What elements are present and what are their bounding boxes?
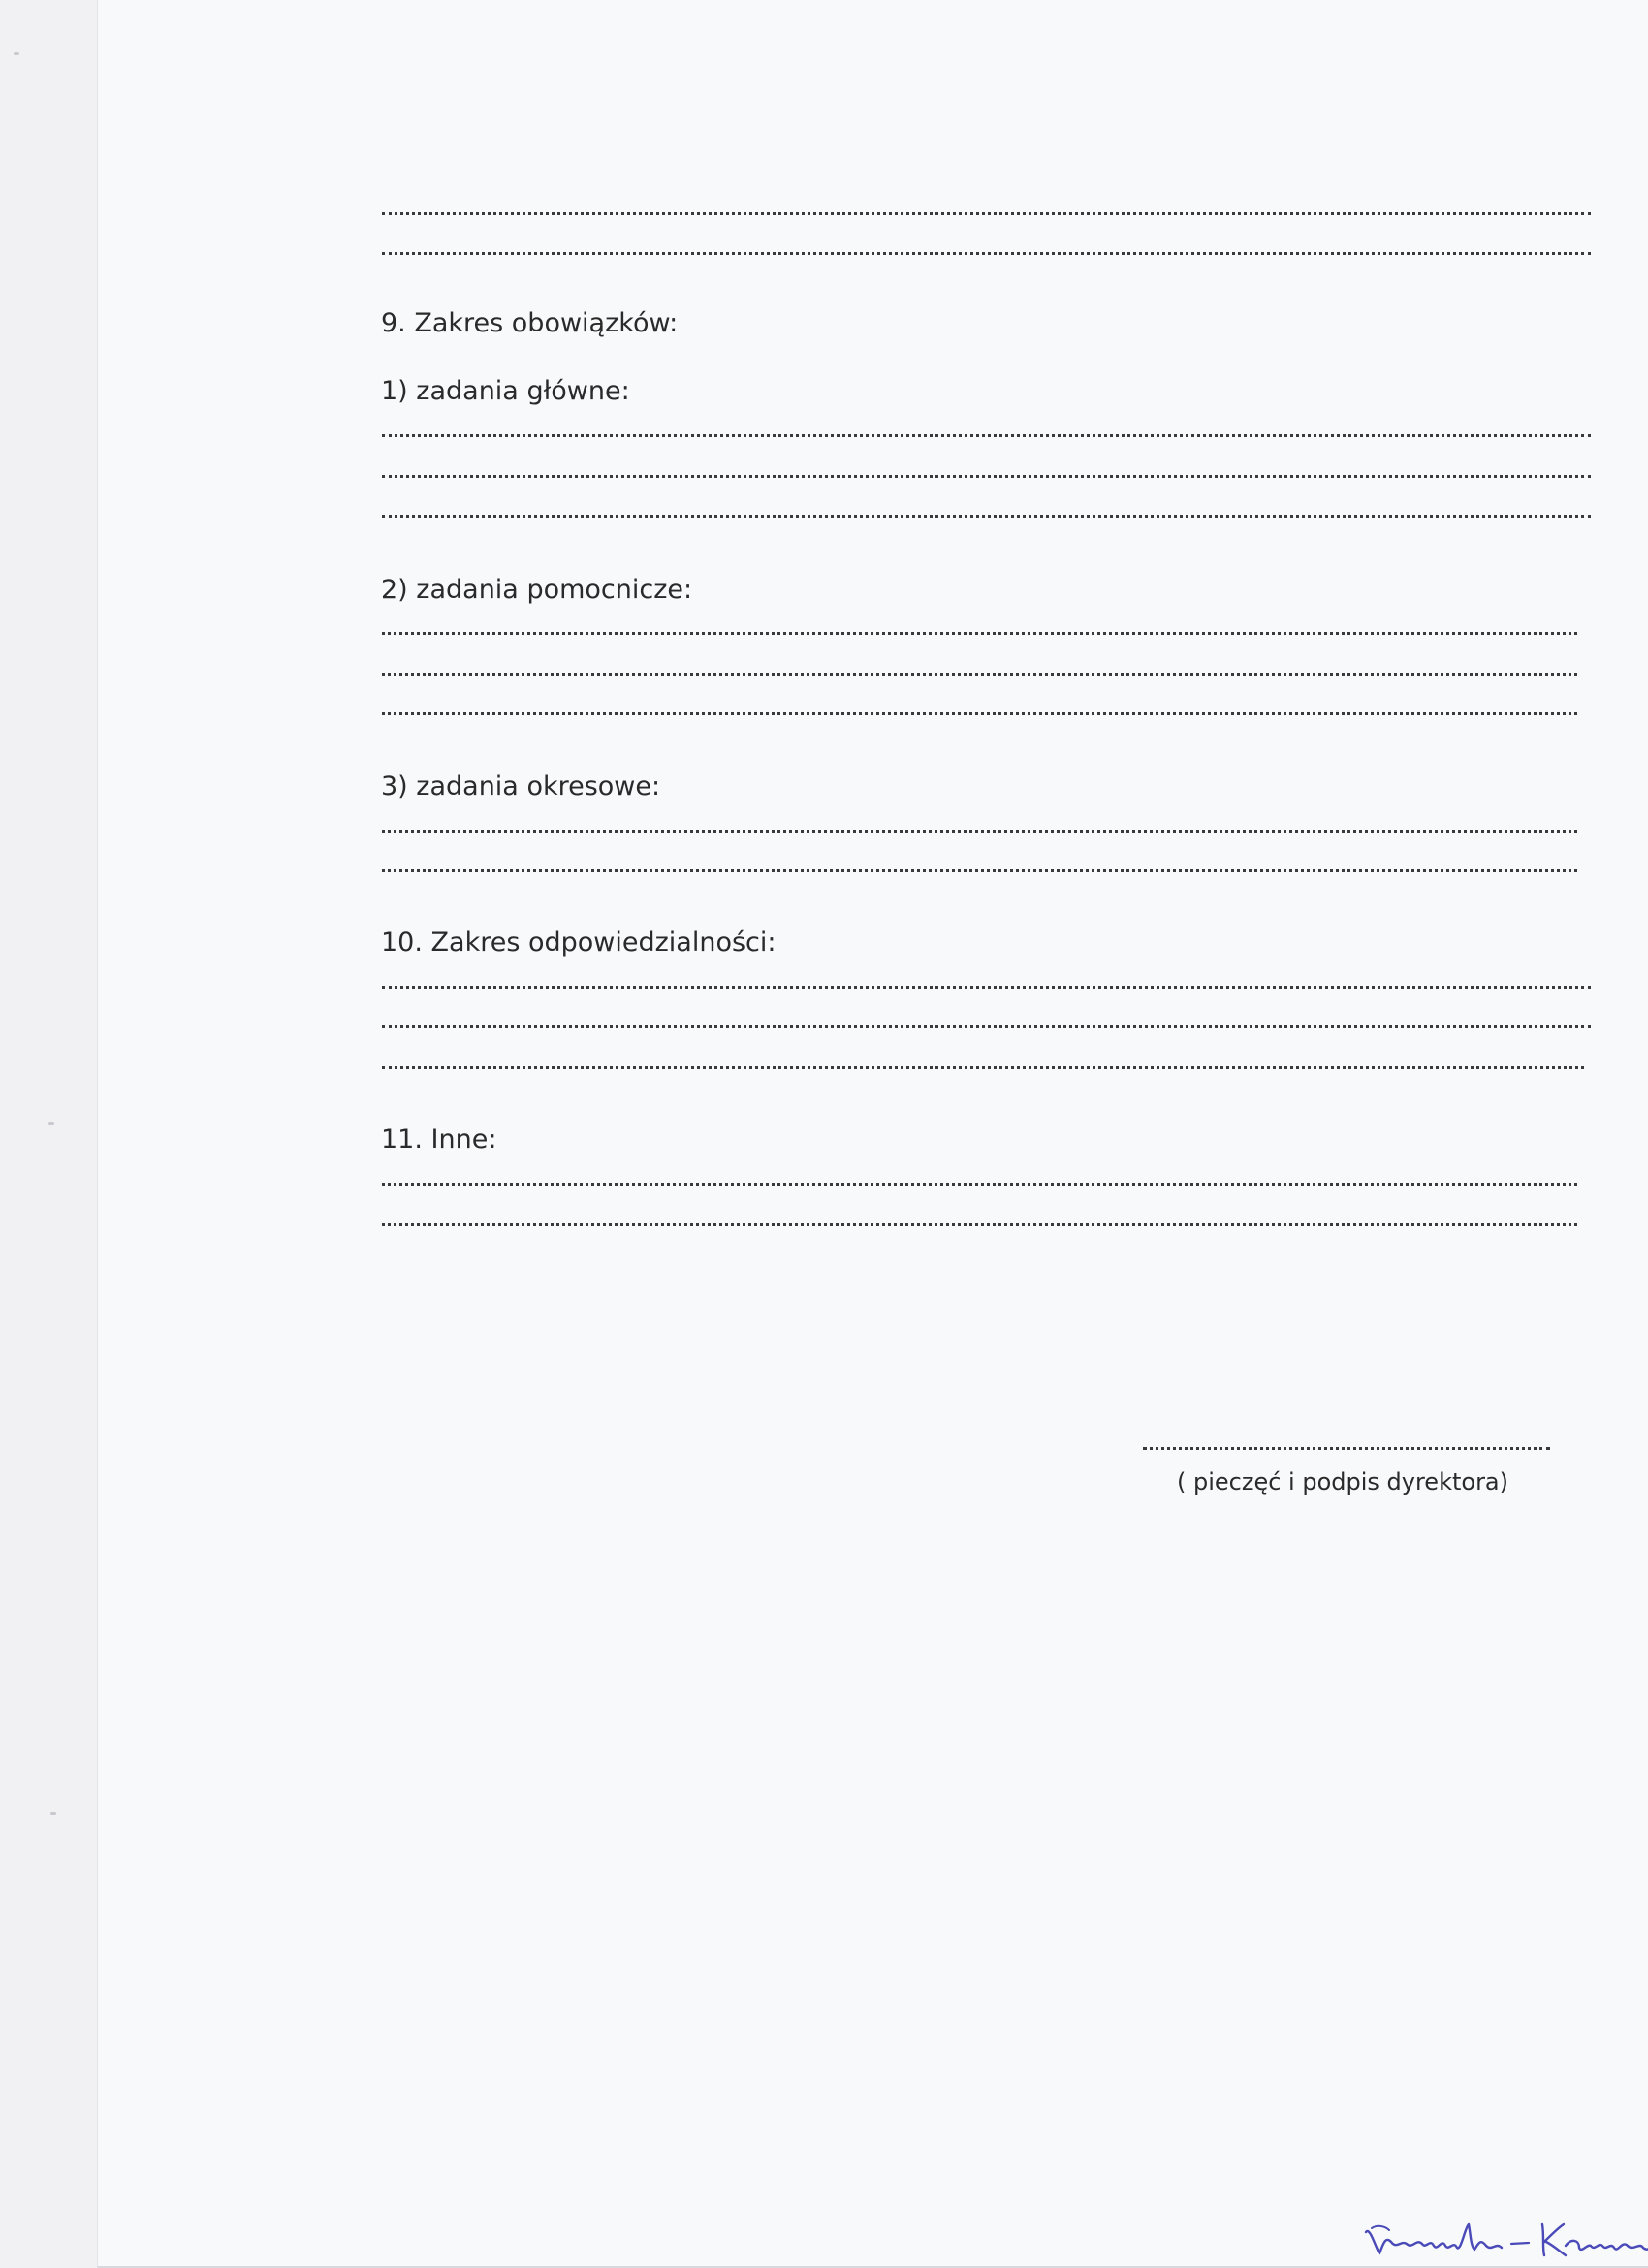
scan-speck	[48, 1122, 54, 1125]
fill-line	[382, 212, 1591, 215]
periodic-tasks-line-2	[382, 869, 1577, 872]
periodic-tasks-label: 3) zadania okresowe:	[381, 772, 661, 802]
auxiliary-tasks-line-2	[382, 673, 1577, 676]
responsibility-line-1	[382, 986, 1591, 989]
handwritten-signature	[1358, 2215, 1648, 2263]
signature-line	[1143, 1447, 1550, 1450]
periodic-tasks-line-1	[382, 830, 1577, 833]
main-tasks-line-2	[382, 475, 1591, 478]
main-tasks-line-3	[382, 515, 1591, 518]
other-line-2	[382, 1223, 1577, 1226]
main-tasks-line-1	[382, 434, 1591, 437]
auxiliary-tasks-line-1	[382, 632, 1577, 635]
main-tasks-label: 1) zadania główne:	[381, 376, 630, 406]
scan-speck	[50, 1812, 56, 1815]
responsibility-line-3	[382, 1066, 1584, 1069]
section-11-heading: 11. Inne:	[381, 1124, 497, 1154]
auxiliary-tasks-label: 2) zadania pomocnicze:	[381, 575, 693, 605]
section-9-heading: 9. Zakres obowiązków:	[381, 308, 679, 338]
signature-caption: ( pieczęć i podpis dyrektora)	[1177, 1468, 1508, 1496]
auxiliary-tasks-line-3	[382, 712, 1577, 715]
scan-speck	[14, 52, 19, 55]
fill-line	[382, 252, 1591, 255]
responsibility-line-2	[382, 1025, 1591, 1028]
other-line-1	[382, 1183, 1577, 1186]
section-10-heading: 10. Zakres odpowiedzialności:	[381, 928, 776, 958]
document-page	[97, 0, 1648, 2268]
